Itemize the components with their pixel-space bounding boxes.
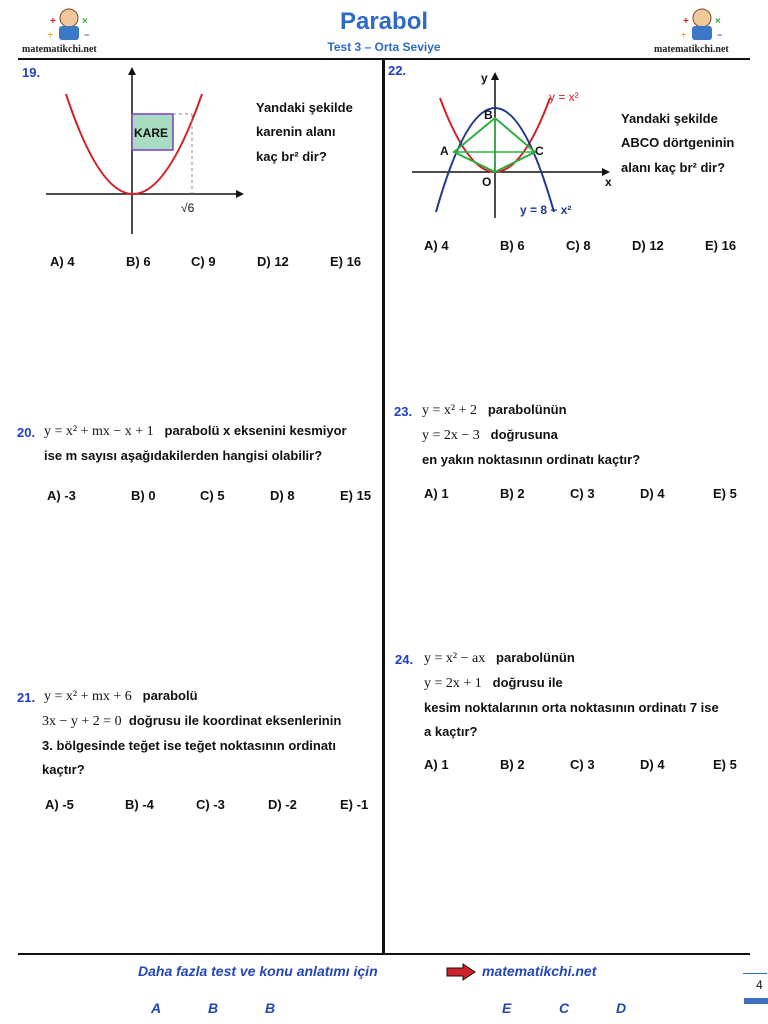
equation: y = x² − ax xyxy=(424,651,486,666)
equation: y = x² + mx + 6 xyxy=(44,689,132,704)
answer-key-item: D xyxy=(616,1000,627,1016)
question-text-part: parabolünün xyxy=(496,650,575,665)
option-c[interactable]: C) 3 xyxy=(570,486,595,501)
question-text: kaçtır? xyxy=(42,762,85,777)
question-text: 3. bölgesinde teğet ise teğet noktasının ordinatı xyxy=(42,738,336,753)
svg-text:÷: ÷ xyxy=(48,30,53,40)
svg-text:−: − xyxy=(717,30,723,40)
option-b[interactable]: B) 2 xyxy=(500,486,525,501)
page-number-bar xyxy=(744,998,768,1004)
option-e[interactable]: E) 5 xyxy=(713,486,737,501)
mascot-icon xyxy=(677,4,727,44)
option-d[interactable]: D) -2 xyxy=(268,797,297,812)
question-text xyxy=(44,423,347,440)
site-name-right: matematikchi.net xyxy=(654,44,729,55)
answer-key-item: B xyxy=(208,1000,219,1016)
option-e[interactable]: E) -1 xyxy=(340,797,369,812)
answer-key-item: B xyxy=(265,1000,276,1016)
page-number-rule xyxy=(743,973,767,974)
option-a[interactable]: A) -3 xyxy=(47,488,76,503)
equation: y = 2x − 3 xyxy=(422,428,480,443)
svg-text:−: − xyxy=(84,30,90,40)
option-c[interactable]: C) 5 xyxy=(200,488,225,503)
footer-promo-text: Daha fazla test ve konu anlatımı için xyxy=(138,963,378,979)
axis-x-label: x xyxy=(605,175,612,189)
answer-key-item: C xyxy=(559,1000,570,1016)
point-o-label: O xyxy=(482,175,492,189)
option-b[interactable]: B) 6 xyxy=(500,238,525,253)
question-text: a kaçtır? xyxy=(424,724,478,739)
option-a[interactable]: A) 4 xyxy=(50,254,75,269)
square-label: KARE xyxy=(134,126,169,140)
question-text-part: doğrusu ile xyxy=(492,675,563,690)
logo-right xyxy=(677,4,727,44)
answer-key-item: E xyxy=(502,1000,512,1016)
svg-text:×: × xyxy=(715,16,721,27)
curve1-label: y = x² xyxy=(549,90,579,104)
question-text: en yakın noktasının ordinatı kaçtır? xyxy=(422,452,641,467)
curve2-label: y = 8 − x² xyxy=(520,203,572,217)
question-text: kaç br² dir? xyxy=(256,149,327,164)
equation: 3x − y + 2 = 0 xyxy=(42,714,122,729)
question-text: ise m sayısı aşağıdakilerden hangisi olabilir? xyxy=(44,448,323,463)
option-e[interactable]: E) 5 xyxy=(713,757,737,772)
question-number: 19. xyxy=(22,65,41,80)
q22-graph xyxy=(408,68,618,228)
option-d[interactable]: D) 8 xyxy=(270,488,295,503)
option-c[interactable]: C) 3 xyxy=(570,757,595,772)
svg-text:÷: ÷ xyxy=(681,30,686,40)
equation: y = x² + 2 xyxy=(422,403,477,418)
option-b[interactable]: B) 2 xyxy=(500,757,525,772)
svg-text:×: × xyxy=(82,16,88,27)
question-text-part: parabolü xyxy=(142,688,198,703)
option-b[interactable]: B) 6 xyxy=(126,254,151,269)
question-text: kesim noktalarının orta noktasının ordinatı 7 ise xyxy=(424,700,719,715)
option-a[interactable]: A) 1 xyxy=(424,486,449,501)
question-number: 21. xyxy=(17,690,36,705)
option-c[interactable]: C) -3 xyxy=(196,797,225,812)
point-c-label: C xyxy=(535,144,544,158)
question-text xyxy=(42,713,341,730)
option-a[interactable]: A) 4 xyxy=(424,238,449,253)
axis-y-label: y xyxy=(481,71,488,85)
question-text: Yandaki şekilde xyxy=(256,100,353,115)
equation: y = 2x + 1 xyxy=(424,676,482,691)
page-number: 4 xyxy=(756,978,763,992)
option-b[interactable]: B) -4 xyxy=(125,797,154,812)
option-e[interactable]: E) 15 xyxy=(340,488,372,503)
point-a-label: A xyxy=(440,144,449,158)
point-b-label: B xyxy=(484,108,493,122)
question-text: alanı kaç br² dir? xyxy=(621,160,726,175)
question-text xyxy=(422,402,567,419)
question-text xyxy=(422,427,558,444)
question-text: karenin alanı xyxy=(256,124,336,139)
option-c[interactable]: C) 9 xyxy=(191,254,216,269)
svg-text:+: + xyxy=(50,16,56,27)
column-divider xyxy=(382,60,385,953)
option-e[interactable]: E) 16 xyxy=(705,238,737,253)
question-text-part: parabolü x eksenini kesmiyor xyxy=(164,423,347,438)
q19-graph xyxy=(40,64,250,240)
equation: y = x² + mx − x + 1 xyxy=(44,424,154,439)
question-text-part: doğrusuna xyxy=(490,427,558,442)
question-number: 20. xyxy=(17,425,36,440)
question-number: 22. xyxy=(388,63,407,78)
page-subtitle: Test 3 – Orta Seviye xyxy=(327,40,441,54)
question-number: 23. xyxy=(394,404,413,419)
option-d[interactable]: D) 4 xyxy=(640,757,665,772)
question-text-part: parabolünün xyxy=(487,402,567,417)
site-name-left: matematikchi.net xyxy=(22,44,97,55)
svg-text:+: + xyxy=(683,16,689,27)
question-text xyxy=(44,688,198,705)
footer-divider xyxy=(18,953,750,955)
option-e[interactable]: E) 16 xyxy=(330,254,362,269)
question-number: 24. xyxy=(395,652,414,667)
option-d[interactable]: D) 12 xyxy=(257,254,289,269)
question-text xyxy=(424,650,575,667)
question-text: Yandaki şekilde xyxy=(621,111,718,126)
logo-left xyxy=(44,4,94,44)
option-a[interactable]: A) 1 xyxy=(424,757,449,772)
option-d[interactable]: D) 4 xyxy=(640,486,665,501)
footer-site-link[interactable]: matematikchi.net xyxy=(482,963,597,979)
option-a[interactable]: A) -5 xyxy=(45,797,74,812)
x-tick-label: √6 xyxy=(181,201,195,215)
question-text xyxy=(424,675,563,692)
arrow-right-icon xyxy=(446,963,476,981)
mascot-icon xyxy=(44,4,94,44)
option-b[interactable]: B) 0 xyxy=(131,488,156,503)
question-text-part: doğrusu ile koordinat eksenlerinin xyxy=(128,713,342,728)
answer-key-item: A xyxy=(151,1000,162,1016)
page-title: Parabol xyxy=(339,8,429,35)
option-d[interactable]: D) 12 xyxy=(632,238,664,253)
question-text: ABCO dörtgeninin xyxy=(621,135,735,150)
option-c[interactable]: C) 8 xyxy=(566,238,591,253)
